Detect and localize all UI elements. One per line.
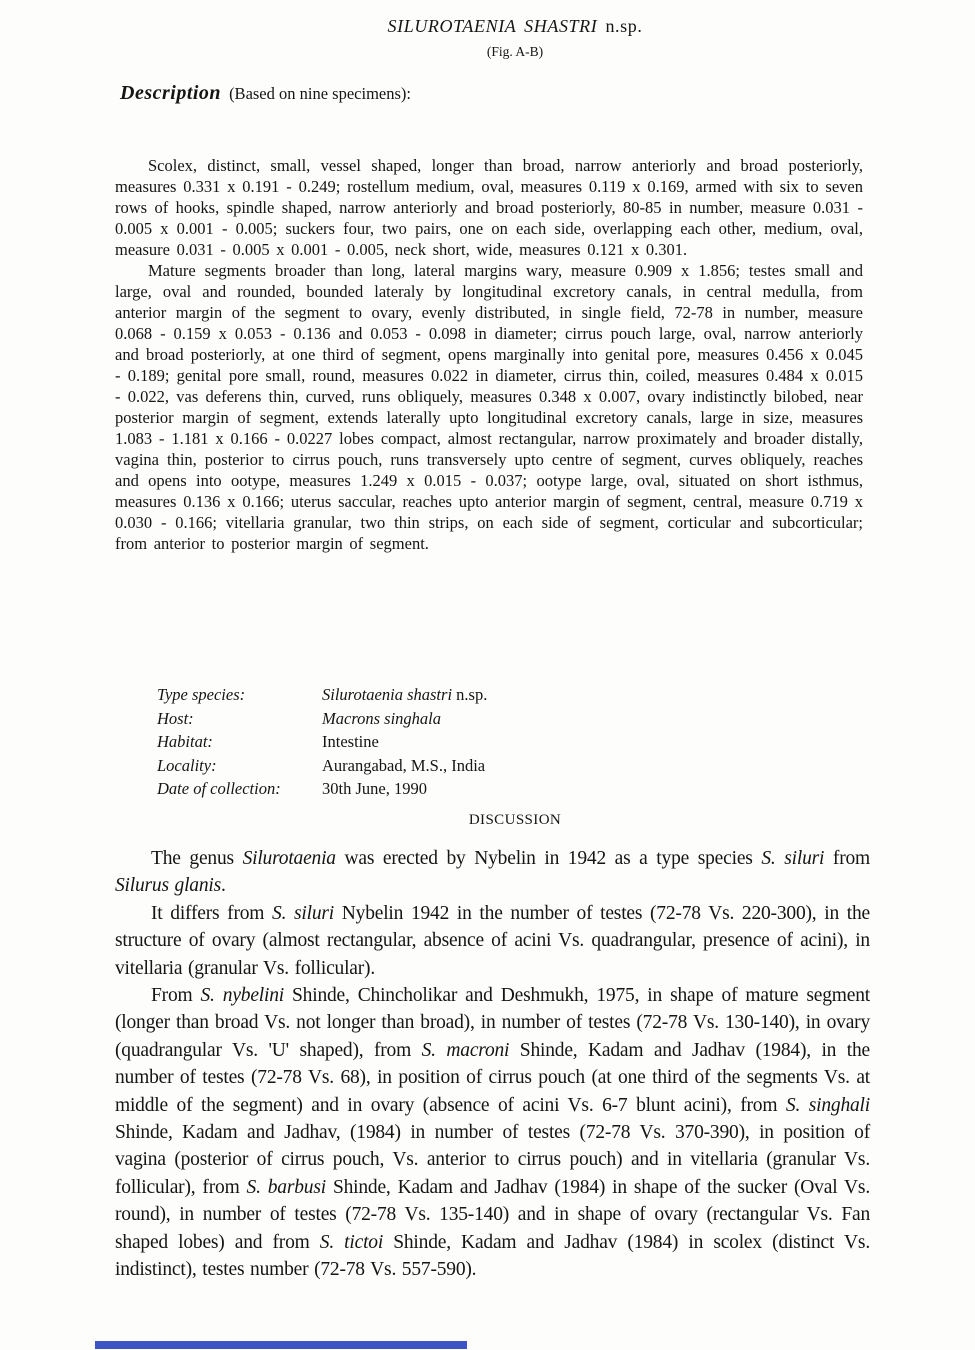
discussion-paragraph: It differs from S. siluri Nybelin 1942 in the number of testes (72-78 Vs. 220-300), in the structure of ovary (almost rectangular, absence of acini Vs. quadrangular, presence of acini), in vitellaria (granular Vs. follicular). — [115, 902, 870, 979]
figure-reference: (Fig. A-B) — [486, 44, 544, 59]
row-label: Host: — [157, 708, 194, 728]
scan-artifact-bar — [95, 1341, 467, 1349]
row-value: 30th June, 1990 — [322, 779, 427, 798]
row-value: Macrons singhala — [322, 708, 442, 728]
discussion-section — [115, 845, 870, 1284]
page-header — [115, 16, 915, 60]
table-row — [157, 754, 487, 778]
discussion-heading: DISCUSSION — [468, 812, 562, 828]
row-label: Habitat: — [157, 732, 213, 751]
row-label: Type species: — [157, 685, 246, 704]
table-row — [157, 683, 487, 707]
table-row — [157, 707, 487, 731]
species-title: SILUROTAENIA SHASTRI n.sp. — [387, 16, 643, 36]
row-value: Silurotaenia shastri n.sp. — [322, 685, 488, 704]
row-value: Intestine — [322, 732, 379, 751]
description-paragraph: Mature segments broader than long, lateral margins wary, measure 0.909 x 1.856; testes small and large, oval and rounded, bounded lateraly by longitudinal excretory canals, in central medulla, from anterior margin of the segment to ovary, evenly distributed, in single field, 72-78 in number, measure 0.068 - 0.159 x 0.053 - 0.136 and 0.053 - 0.098 in diameter; cirrus pouch large, oval, narrow anteriorly and broad posteriorly, at one third of segment, opens marginally into genital pore, measures 0.456 x 0.045 - 0.189; genital pore small, round, measures 0.022 in diameter, cirrus thin, coiled, measures 0.484 x 0.015 - 0.022, vas deferens thin, curved, runs obliquely, measures 0.348 x 0.007, ovary indistinctly bilobed, near posterior margin of segment, extends laterally upto longitudinal excretory canals, large in size, measures 1.083 - 1.181 x 0.166 - 0.0227 lobes compact, almost rectangular, narrow proximately and broader distally, vagina thin, posterior to cirrus pouch, runs transversely upto centre of segment, curves obliquely, reaches and opens into ootype, measures 1.249 x 0.015 - 0.037; ootype large, oval, situated on short isthmus, measures 0.136 x 0.166; uterus saccular, reaches upto anterior margin of segment, central, measure 0.719 x 0.030 - 0.166; vitellaria granular, two thin strips, on each side of segment, corticular and subcorticular; from anterior to posterior margin of segment. — [115, 261, 863, 553]
description-paragraph: Scolex, distinct, small, vessel shaped, longer than broad, narrow anteriorly and broad posteriorly, measures 0.331 x 0.191 - 0.249; rostellum medium, oval, measures 0.119 x 0.169, armed with six to seven rows of hooks, spindle shaped, narrow anteriorly and broad posteriorly, 80-85 in number, measure 0.031 - 0.005 x 0.001 - 0.005; suckers four, two pairs, one on each side, overlapping each other, medium, oval, measure 0.031 - 0.005 x 0.001 - 0.005, neck short, wide, measures 0.121 x 0.301. — [115, 156, 863, 259]
table-row — [157, 730, 487, 754]
table-row — [157, 777, 487, 801]
row-label: Locality: — [157, 755, 217, 775]
row-label: Date of collection: — [157, 779, 281, 798]
type-species-table — [157, 683, 487, 801]
description-section — [115, 155, 863, 554]
description-heading: Description (Based on nine specimens): — [120, 82, 411, 104]
discussion-paragraph: From S. nybelini Shinde, Chincholikar and Deshmukh, 1975, in shape of mature segment (longer than broad Vs. not longer than broad), in number of testes (72-78 Vs. 130-140), in ovary (quadrangular Vs. 'U' shaped), from S. macroni Shinde, Kadam and Jadhav (1984), in the number of testes (72-78 Vs. 68), in position of cirrus pouch (at one third of the segments Vs. at middle of the segment) and in ovary (absence of acini Vs. 6-7 blunt acini), from S. singhali Shinde, Kadam and Jadhav, (1984) in number of testes (72-78 Vs. 370-390), in position of vagina (posterior of cirrus pouch, Vs. anterior to cirrus pouch) and in vitellaria (granular Vs. follicular), from S. barbusi Shinde, Kadam and Jadhav (1984) in shape of the sucker (Oval Vs. round), in number of testes (72-78 Vs. 135-140) and in shape of ovary (rectangular Vs. Fan shaped lobes) and from S. tictoi Shinde, Kadam and Jadhav (1984) in scolex (distinct Vs. indistinct), testes number (72-78 Vs. 557-590). — [115, 985, 870, 1281]
row-value: Aurangabad, M.S., India — [322, 755, 486, 775]
discussion-paragraph: The genus Silurotaenia was erected by Nybelin in 1942 as a type species S. siluri from Silurus glanis. — [115, 848, 871, 897]
